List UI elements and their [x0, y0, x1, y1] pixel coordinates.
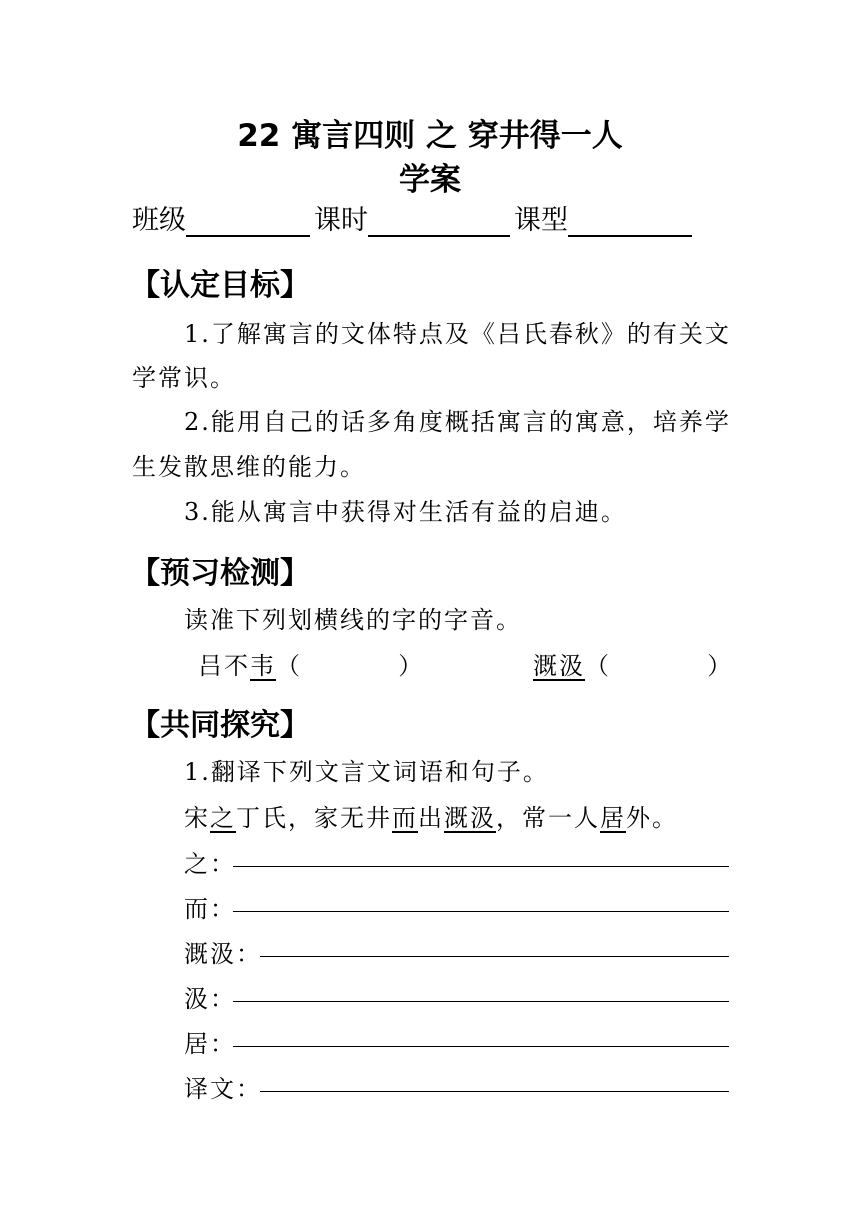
word2-answer-paren[interactable]: （ ） — [585, 652, 734, 680]
preview-heading: 【预习检测】 — [130, 556, 310, 591]
answer-line[interactable] — [233, 1001, 729, 1002]
sentence-part: ，常一人 — [496, 804, 600, 832]
pronunciation-item-2 — [533, 646, 733, 681]
objective-1-line-2: 学常识。 — [132, 364, 236, 392]
answer-line[interactable] — [260, 1091, 729, 1092]
period-blank[interactable] — [368, 205, 510, 237]
word1-answer-paren[interactable]: （ ） — [276, 652, 425, 680]
header-info-row — [132, 198, 696, 237]
type-label: 课型 — [514, 205, 568, 236]
objective-1-line-1: 1.了解寓言的文体特点及《吕氏春秋》的有关文 — [184, 320, 731, 348]
sentence-underlined: 之 — [210, 804, 236, 832]
page-subtitle: 学案 — [399, 162, 461, 198]
objective-3: 3.能从寓言中获得对生活有益的启迪。 — [184, 498, 627, 526]
sentence-part: 宋 — [184, 804, 210, 832]
word2-underlined: 溉汲 — [533, 652, 585, 680]
sentence-underlined: 居 — [600, 804, 626, 832]
type-blank[interactable] — [568, 205, 692, 237]
answer-line[interactable] — [233, 866, 729, 867]
objectives-heading: 【认定目标】 — [130, 268, 310, 303]
word1-prefix: 吕不 — [198, 652, 250, 680]
objective-2-line-1: 2.能用自己的话多角度概括寓言的寓意，培养学 — [184, 408, 731, 436]
period-label: 课时 — [314, 205, 368, 236]
answer-line[interactable] — [233, 1046, 729, 1047]
sentence-part: 丁氏，家无井 — [236, 804, 392, 832]
field-label: 而： — [184, 895, 236, 923]
field-label: 译文： — [184, 1075, 262, 1103]
field-label: 汲： — [184, 985, 236, 1013]
answer-line[interactable] — [260, 956, 729, 957]
field-label: 之： — [184, 850, 236, 878]
sentence-part: 出 — [418, 804, 444, 832]
preview-instruction: 读准下列划横线的字的字音。 — [184, 606, 522, 634]
class-label: 班级 — [132, 205, 186, 236]
classical-sentence — [184, 798, 678, 833]
sentence-part: 外。 — [626, 804, 678, 832]
sentence-underlined: 溉汲 — [444, 804, 496, 832]
word1-underlined: 韦 — [250, 652, 276, 680]
explore-task: 1.翻译下列文言文词语和句子。 — [184, 758, 549, 786]
class-blank[interactable] — [186, 205, 310, 237]
explore-heading: 【共同探究】 — [130, 708, 310, 743]
field-label: 溉汲： — [184, 940, 262, 968]
pronunciation-item-1 — [198, 646, 424, 681]
objective-2-line-2: 生发散思维的能力。 — [132, 453, 366, 481]
field-label: 居： — [184, 1030, 236, 1058]
page-title: 22 寓言四则 之 穿井得一人 — [237, 118, 623, 154]
answer-line[interactable] — [233, 911, 729, 912]
sentence-underlined: 而 — [392, 804, 418, 832]
